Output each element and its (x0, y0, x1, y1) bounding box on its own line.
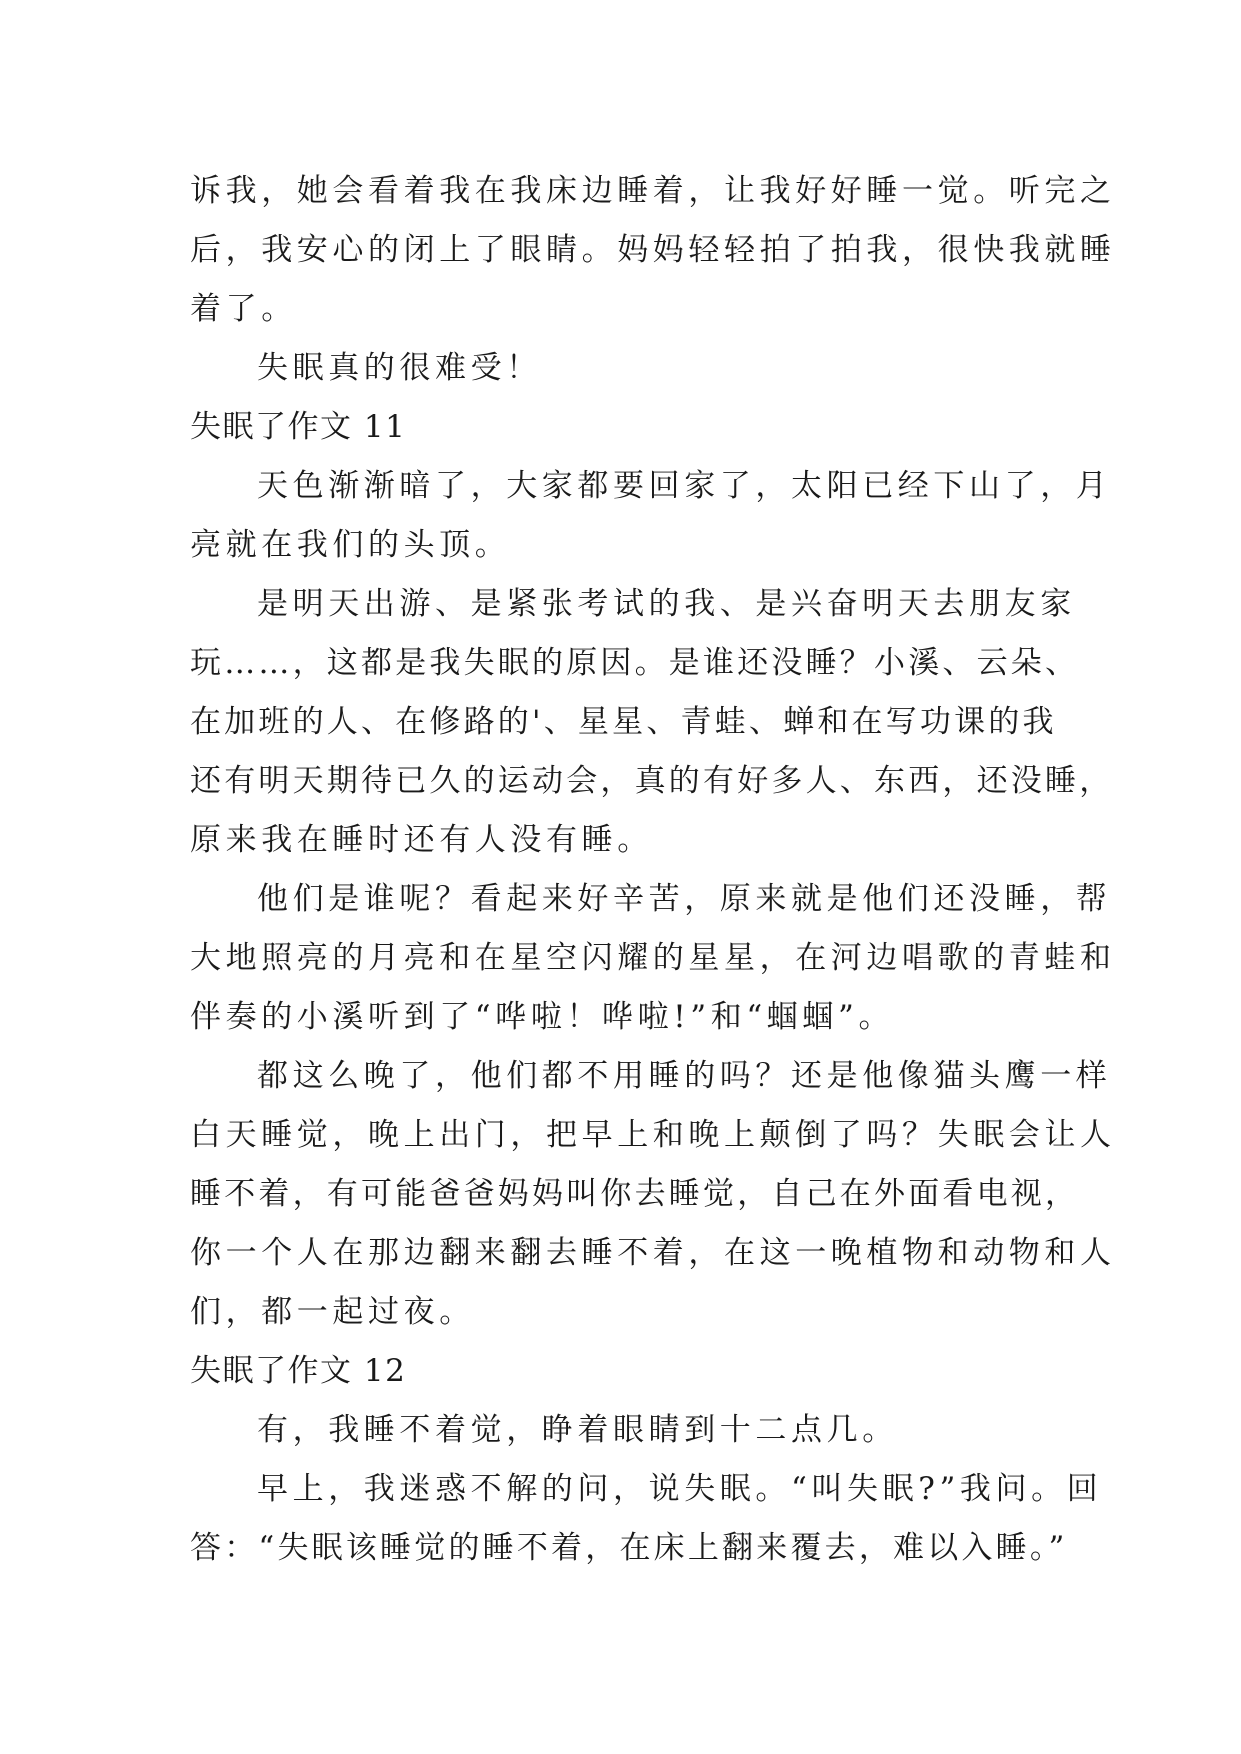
text-line: 白天睡觉，晚上出门，把早上和晚上颠倒了吗？失眠会让人 (190, 1117, 1116, 1153)
text-line: 你一个人在那边翻来翻去睡不着，在这一晚植物和动物和人 (190, 1235, 1116, 1271)
text-line: 亮就在我们的头顶。 (190, 527, 511, 563)
text-line: 着了。 (190, 291, 297, 327)
text-line: 玩……，这都是我失眠的原因。是谁还没睡？小溪、云朵、 (190, 645, 1080, 681)
text-line: 睡不着，有可能爸爸妈妈叫你去睡觉，自己在外面看电视， (190, 1176, 1080, 1212)
paragraph-line: 天色渐渐暗了，大家都要回家了，太阳已经下山了，月 (257, 468, 1112, 504)
text-line: 伴奏的小溪听到了“哗啦！哗啦!”和“蝈蝈”。 (190, 999, 895, 1035)
paragraph-line: 都这么晚了，他们都不用睡的吗？还是他像猫头鹰一样 (257, 1058, 1112, 1094)
document-body (190, 162, 1116, 1578)
text-line: 后，我安心的闭上了眼睛。妈妈轻轻拍了拍我，很快我就睡 (190, 232, 1116, 268)
section-heading: 失眠了作文 12 (190, 1353, 407, 1389)
text-line: 原来我在睡时还有人没有睡。 (190, 822, 653, 858)
text-line: 答：“失眠该睡觉的睡不着，在床上翻来覆去，难以入睡。” (190, 1530, 1068, 1566)
paragraph-line: 他们是谁呢？看起来好辛苦，原来就是他们还没睡，帮 (257, 881, 1112, 917)
text-line: 们，都一起过夜。 (190, 1294, 475, 1330)
paragraph-line: 早上，我迷惑不解的问，说失眠。“叫失眠?”我问。回 (257, 1471, 1103, 1507)
text-line: 还有明天期待已久的运动会，真的有好多人、东西，还没睡， (190, 763, 1114, 799)
text-line: 大地照亮的月亮和在星空闪耀的星星，在河边唱歌的青蛙和 (190, 940, 1116, 976)
paragraph-line: 是明天出游、是紧张考试的我、是兴奋明天去朋友家 (257, 586, 1076, 622)
paragraph-line: 失眠真的很难受！ (257, 350, 542, 386)
text-line: 诉我，她会看着我在我床边睡着，让我好好睡一觉。听完之 (190, 173, 1116, 209)
paragraph-line: 有，我睡不着觉，睁着眼睛到十二点几。 (257, 1412, 898, 1448)
section-heading: 失眠了作文 11 (190, 409, 407, 445)
text-line: 在加班的人、在修路的'、星星、青蛙、蝉和在写功课的我 (190, 704, 1057, 740)
